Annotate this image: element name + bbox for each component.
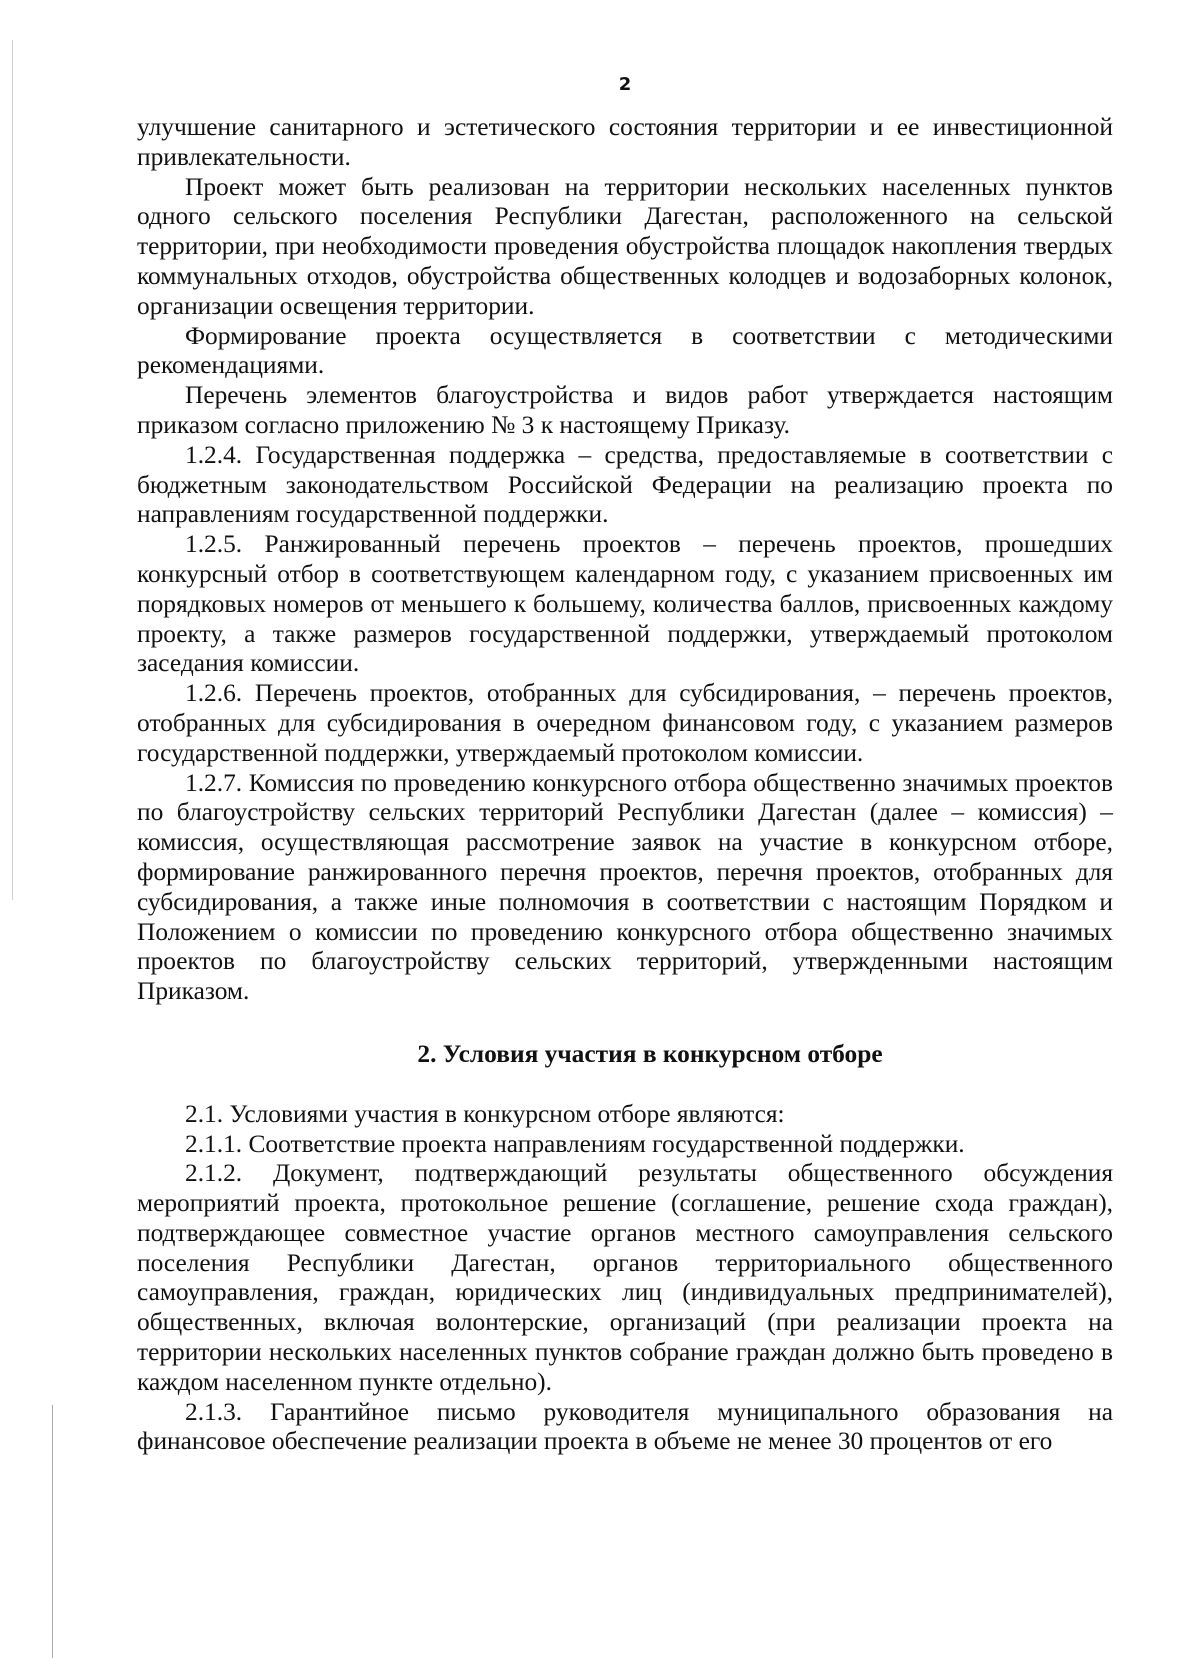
paragraph-2-1: 2.1. Условиями участия в конкурсном отборе являются: xyxy=(185,1099,785,1128)
paragraph: Формирование проекта осуществляется в соответствии с методическими рекомендациями. xyxy=(137,321,1113,380)
paragraph-1-2-7: 1.2.7. Комиссия по проведению конкурсного отбора общественно значимых проектов по благоустройству сельских территорий Республики Дагестан (далее – комиссия) – комиссия, осуществляющая рассмотрение заявок на участие в конкурсном отборе, формирование ранжированного перечня проектов, перечня проектов, отобранных для субсидирования, а также иные полномочия в соответствии с настоящим Порядком и Положением о комиссии по проведению конкурсного отбора общественно значимых проектов по благоустройству сельских территорий, утвержденными настоящим Приказом. xyxy=(137,768,1113,1006)
paragraph-1-2-4: 1.2.4. Государственная поддержка – средства, предоставляемые в соответствии с бюджетным законодательством Российской Федерации на реализацию проекта по направлениям государственной поддержки. xyxy=(137,440,1113,529)
scan-edge-line xyxy=(52,1405,53,1658)
section-title: 2. Условия участия в конкурсном отборе xyxy=(417,1039,883,1068)
paragraph-1-2-6: 1.2.6. Перечень проектов, отобранных для субсидирования, – перечень проектов, отобранных для субсидирования в очередном финансовом году, с указанием размеров государственной поддержки, утверждаемый протоколом комиссии. xyxy=(137,679,1113,767)
paragraph-2-1-2: 2.1.2. Документ, подтверждающий результаты общественного обсуждения мероприятий проекта, протокольное решение (соглашение, решение схода граждан), подтверждающее совместное участие органов местного самоуправления сельского поселения Республики Дагестан, органов территориального общественного самоуправления, граждан, юридических лиц (индивидуальных предпринимателей), общественных, включая волонтерские, организаций (при реализации проекта на территории нескольких населенных пунктов собрание граждан должно быть проведено в каждом населенном пункте отдельно). xyxy=(137,1159,1113,1396)
page-number: 2 xyxy=(618,74,632,95)
paragraph: Перечень элементов благоустройства и видов работ утверждается настоящим приказом согласно приложению № 3 к настоящему Приказу. xyxy=(137,381,1113,439)
paragraph-1-2-5: 1.2.5. Ранжированный перечень проектов – перечень проектов, прошедших конкурсный отбор в соответствующем календарном году, с указанием присвоенных им порядковых номеров от меньшего к большему, количества баллов, присвоенных каждому проекту, а также размеров государственной поддержки, утверждаемый протоколом заседания комиссии. xyxy=(137,530,1113,678)
scan-edge-line xyxy=(12,40,13,900)
paragraph: Проект может быть реализован на территории нескольких населенных пунктов одного сельского поселения Республики Дагестан, расположенного на сельской территории, при необходимости проведения обустройства площадок накопления твердых коммунальных отходов, обустройства общественных колодцев и водозаборных колонок, организации освещения территории. xyxy=(137,172,1113,320)
document-body xyxy=(137,113,1113,1457)
paragraph-2-1-1: 2.1.1. Соответствие проекта направлениям государственной поддержки. xyxy=(185,1129,965,1158)
paragraph-2-1-3: 2.1.3. Гарантийное письмо руководителя муниципального образования на финансовое обеспечение реализации проекта в объеме не менее 30 процентов от его xyxy=(137,1397,1113,1456)
paragraph: улучшение санитарного и эстетического состояния территории и ее инвестиционной привлекательности. xyxy=(137,113,1113,171)
